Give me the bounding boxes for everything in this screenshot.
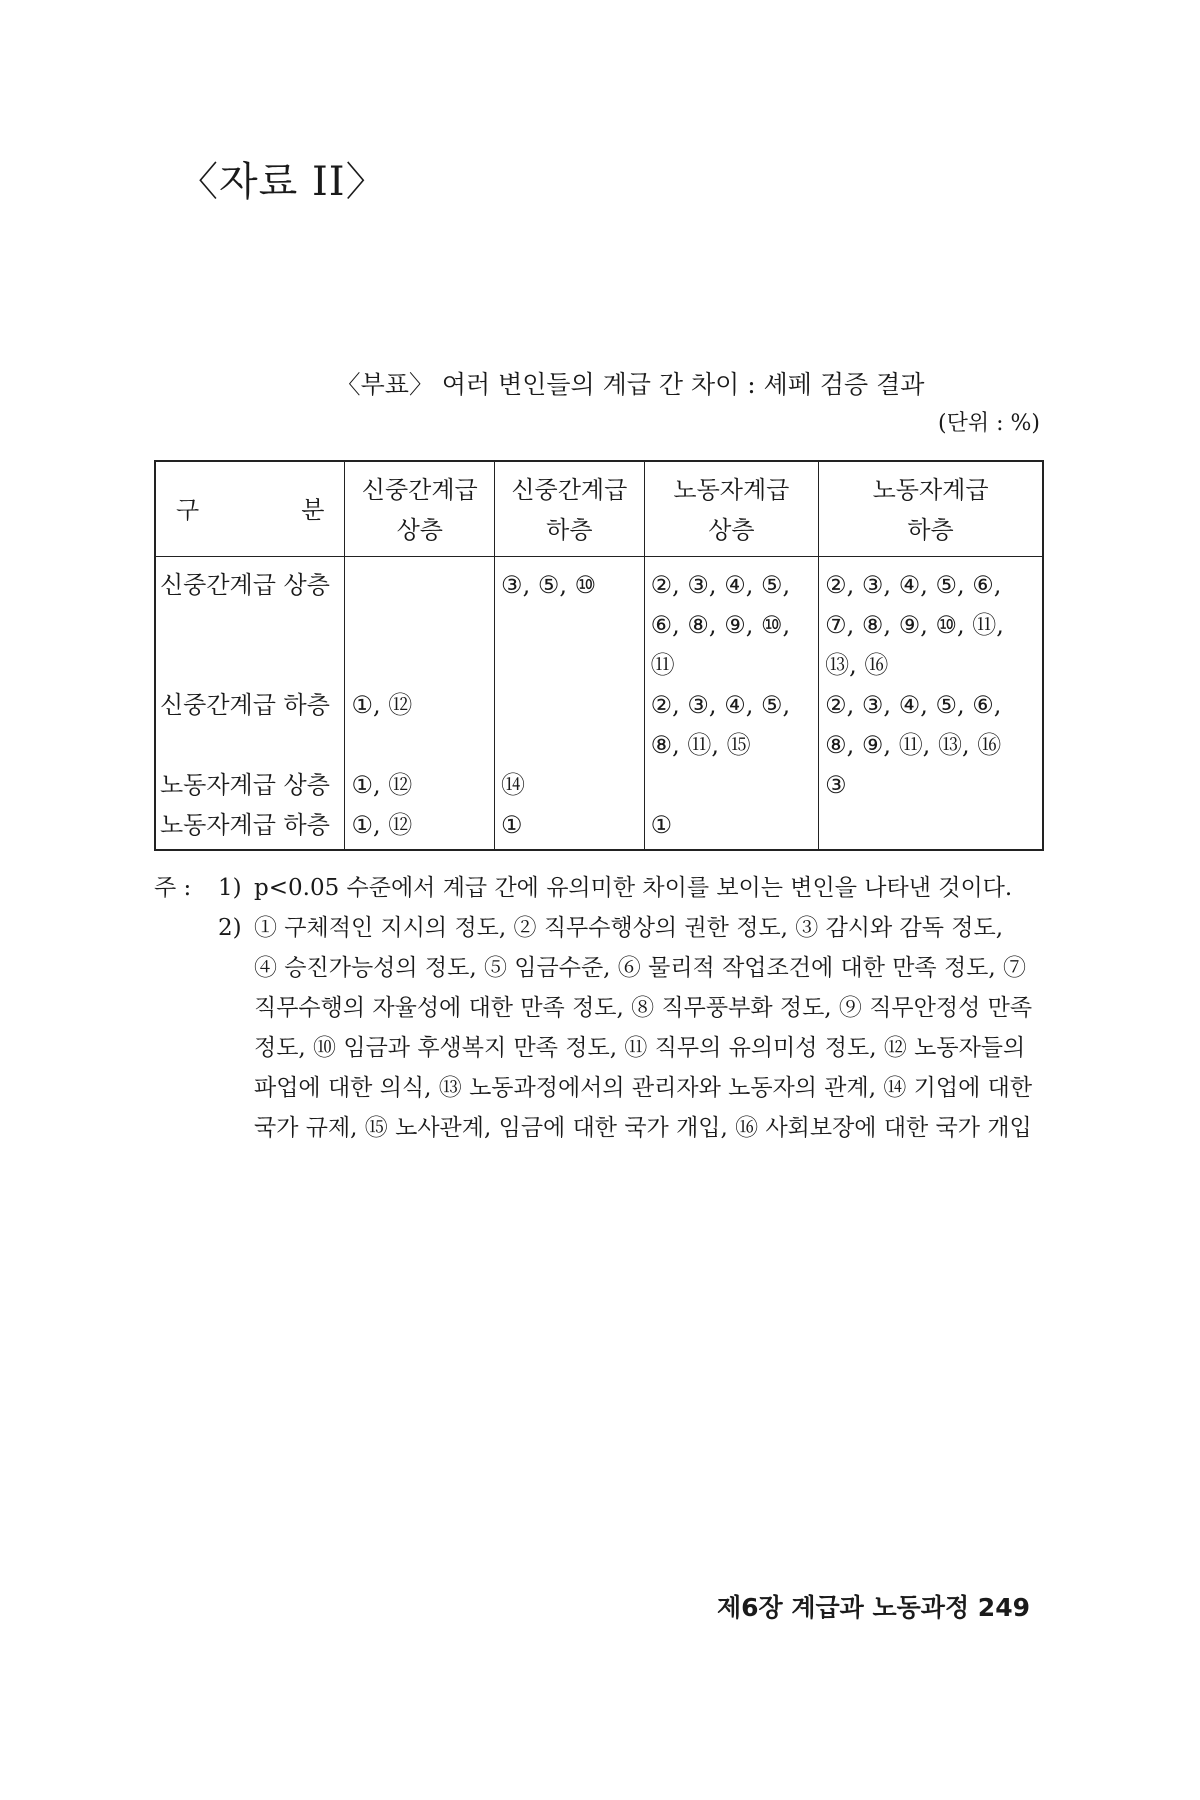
page-footer: 제6장 계급과 노동과정 249 bbox=[716, 1593, 1030, 1622]
cell-line: ②, ③, ④, ⑤, ⑥, bbox=[825, 571, 1002, 599]
cell-line: ⑥, ⑧, ⑨, ⑩, bbox=[650, 611, 791, 639]
note-text: ① 구체적인 지시의 정도, ② 직무수행상의 권한 정도, ③ 감시와 감독 정도, bbox=[254, 915, 1004, 941]
table-cell bbox=[819, 557, 1043, 686]
comparison-table bbox=[154, 460, 1044, 851]
table-cell bbox=[644, 685, 819, 765]
cell-line: ①, ⑫ bbox=[351, 691, 413, 719]
table-cell bbox=[345, 685, 495, 765]
column-header-line1: 노동자계급 bbox=[872, 476, 989, 504]
column-header bbox=[345, 461, 495, 557]
table-row bbox=[155, 765, 1043, 805]
cell-line: ③ bbox=[825, 771, 847, 799]
column-header-line1: 신중간계급 bbox=[511, 476, 628, 504]
table-cell bbox=[495, 557, 645, 686]
row-header: 신중간계급 상층 bbox=[155, 557, 345, 686]
table-cell bbox=[345, 765, 495, 805]
corner-left-label: 구 bbox=[176, 496, 200, 524]
column-header-line2: 하층 bbox=[546, 516, 593, 544]
row-header: 노동자계급 하층 bbox=[155, 805, 345, 850]
column-header-line2: 상층 bbox=[396, 516, 443, 544]
table-cell bbox=[644, 557, 819, 686]
column-header bbox=[819, 461, 1043, 557]
table-cell bbox=[345, 557, 495, 686]
table-cell bbox=[345, 805, 495, 850]
note-number: 1) bbox=[218, 875, 242, 901]
cell-line: ⑬, ⑯ bbox=[825, 651, 889, 679]
cell-line: ②, ③, ④, ⑤, bbox=[650, 691, 791, 719]
column-header-line2: 하층 bbox=[907, 516, 954, 544]
note-text: 파업에 대한 의식, ⑬ 노동과정에서의 관리자와 노동자의 관계, ⑭ 기업에 대한 bbox=[254, 1075, 1033, 1101]
row-header: 신중간계급 하층 bbox=[155, 685, 345, 765]
note-text: 국가 규제, ⑮ 노사관계, 임금에 대한 국가 개입, ⑯ 사회보장에 대한 국가 개입 bbox=[254, 1115, 1032, 1141]
notes-lead: 주 : bbox=[154, 875, 192, 901]
cell-line: ②, ③, ④, ⑤, bbox=[650, 571, 791, 599]
note-text: 정도, ⑩ 임금과 후생복지 만족 정도, ⑪ 직무의 유의미성 정도, ⑫ 노동자들의 bbox=[254, 1035, 1026, 1061]
table-header-row bbox=[155, 461, 1043, 557]
cell-line: ⑧, ⑪, ⑮ bbox=[650, 731, 751, 759]
note-text: ④ 승진가능성의 정도, ⑤ 임금수준, ⑥ 물리적 작업조건에 대한 만족 정도, ⑦ bbox=[254, 955, 1027, 981]
table-cell bbox=[644, 765, 819, 805]
cell-line: ⑪ bbox=[650, 651, 675, 679]
cell-line: ① bbox=[650, 811, 673, 839]
note-2 bbox=[154, 908, 1054, 948]
corner-header bbox=[155, 461, 345, 557]
table-cell bbox=[495, 805, 645, 850]
table-cell bbox=[819, 805, 1043, 850]
table-cell bbox=[819, 685, 1043, 765]
cell-line: ③, ⑤, ⑩ bbox=[501, 571, 597, 599]
table-cell bbox=[819, 765, 1043, 805]
table-cell bbox=[495, 685, 645, 765]
column-header bbox=[644, 461, 819, 557]
cell-line: ⑧, ⑨, ⑪, ⑬, ⑯ bbox=[825, 731, 1002, 759]
corner-right-label: 분 bbox=[301, 496, 325, 524]
table-cell bbox=[644, 805, 819, 850]
cell-line: ①, ⑫ bbox=[351, 811, 413, 839]
notes bbox=[154, 868, 1054, 1148]
table-row bbox=[155, 685, 1043, 765]
note-1 bbox=[154, 868, 1054, 908]
note-text: 직무수행의 자율성에 대한 만족 정도, ⑧ 직무풍부화 정도, ⑨ 직무안정성 만족 bbox=[254, 995, 1033, 1021]
column-header bbox=[495, 461, 645, 557]
table-unit: (단위 : %) bbox=[938, 411, 1040, 436]
table-body bbox=[155, 557, 1043, 851]
table-row bbox=[155, 557, 1043, 686]
cell-line: ⑦, ⑧, ⑨, ⑩, ⑪, bbox=[825, 611, 1004, 639]
column-header-line2: 상층 bbox=[708, 516, 755, 544]
section-title: 〈자료 II〉 bbox=[178, 159, 387, 205]
column-header-line1: 신중간계급 bbox=[361, 476, 478, 504]
cell-line: ⑭ bbox=[501, 771, 526, 799]
column-header-line1: 노동자계급 bbox=[673, 476, 790, 504]
cell-line: ①, ⑫ bbox=[351, 771, 413, 799]
note-text: p<0.05 수준에서 계급 간에 유의미한 차이를 보이는 변인을 나타낸 것이다. bbox=[254, 875, 1013, 901]
note-number: 2) bbox=[218, 915, 242, 941]
row-header: 노동자계급 상층 bbox=[155, 765, 345, 805]
cell-line: ②, ③, ④, ⑤, ⑥, bbox=[825, 691, 1002, 719]
table-title: 〈부표〉 여러 변인들의 계급 간 차이 : 셰페 검증 결과 bbox=[335, 370, 925, 399]
table-row bbox=[155, 805, 1043, 850]
cell-line: ① bbox=[501, 811, 523, 839]
table-cell bbox=[495, 765, 645, 805]
